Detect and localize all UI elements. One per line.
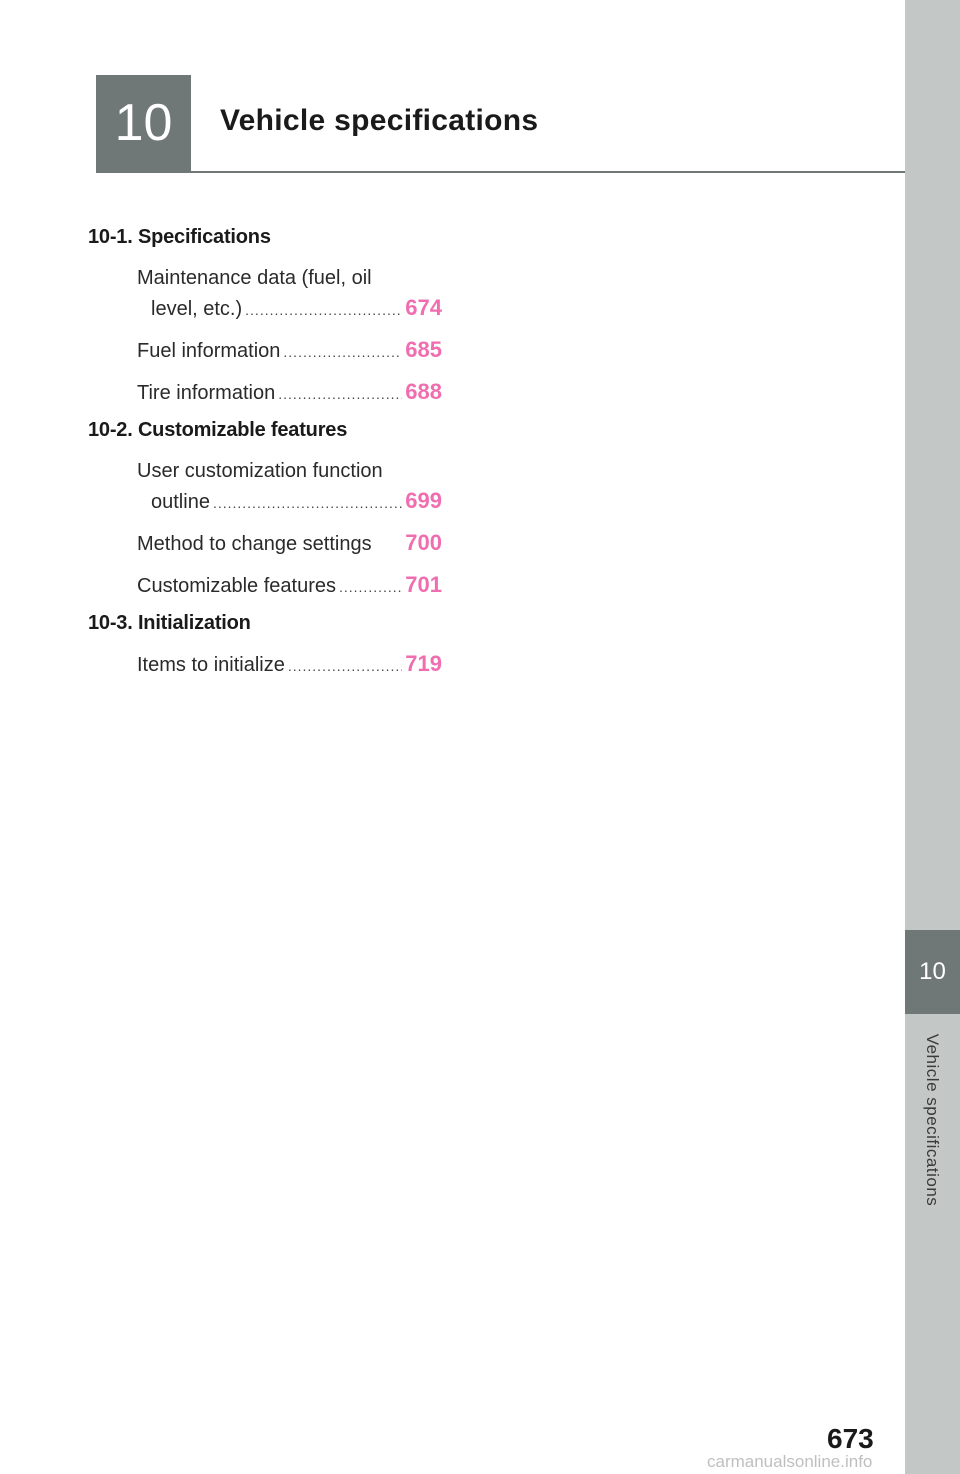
- page-number: 673: [827, 1423, 874, 1454]
- toc-section: [88, 612, 444, 681]
- dot-leader: [339, 572, 402, 602]
- toc-entry[interactable]: [137, 377, 442, 409]
- header-divider: [96, 171, 905, 173]
- chapter-number: 10: [114, 94, 173, 152]
- dot-leader: [283, 337, 402, 367]
- section-title: 10-2. Customizable features: [88, 419, 348, 441]
- section-title: 10-1. Specifications: [88, 226, 271, 248]
- page-reference[interactable]: 674: [405, 295, 442, 320]
- toc-entry-label: Fuel information: [137, 340, 281, 362]
- dot-leader: [278, 379, 402, 409]
- dot-leader: [213, 488, 402, 518]
- toc-entry[interactable]: [137, 456, 442, 518]
- toc-section: [88, 419, 444, 602]
- page-reference[interactable]: 701: [405, 572, 442, 597]
- toc-entry[interactable]: [137, 263, 442, 325]
- toc-entry-label: Items to initialize: [137, 654, 285, 676]
- page-reference[interactable]: 688: [405, 379, 442, 404]
- toc-entry-label: level, etc.): [151, 298, 243, 320]
- side-tab-strip: [905, 0, 960, 1474]
- toc-entry[interactable]: [137, 570, 442, 602]
- page-reference[interactable]: 699: [405, 488, 442, 513]
- chapter-number-box: [96, 75, 191, 171]
- toc-entry-label: Method to change settings: [137, 533, 372, 555]
- toc-entry-label: Tire information: [137, 382, 276, 404]
- section-title: 10-3. Initialization: [88, 612, 251, 634]
- watermark: carmanualsonline.info: [707, 1452, 873, 1471]
- side-tab-label: Vehicle specifications: [923, 1033, 942, 1207]
- dot-leader: [288, 651, 402, 681]
- dot-leader: [245, 295, 402, 325]
- side-tab-number: 10: [919, 958, 946, 985]
- chapter-side-tab[interactable]: [905, 930, 960, 1014]
- toc-entry[interactable]: [137, 335, 442, 367]
- page-reference[interactable]: 700: [405, 530, 442, 555]
- toc-entry-label: Customizable features: [137, 575, 336, 597]
- page-reference[interactable]: 685: [405, 337, 442, 362]
- toc-entry-label: Maintenance data (fuel, oil: [137, 267, 372, 289]
- table-of-contents: [88, 226, 444, 691]
- chapter-title: Vehicle specifications: [220, 104, 539, 137]
- toc-entry[interactable]: [137, 649, 442, 681]
- page-reference[interactable]: 719: [405, 651, 442, 676]
- toc-section: [88, 226, 444, 409]
- toc-entry-label: outline: [151, 491, 210, 513]
- toc-entry[interactable]: [137, 528, 442, 560]
- toc-entry-label: User customization function: [137, 460, 383, 482]
